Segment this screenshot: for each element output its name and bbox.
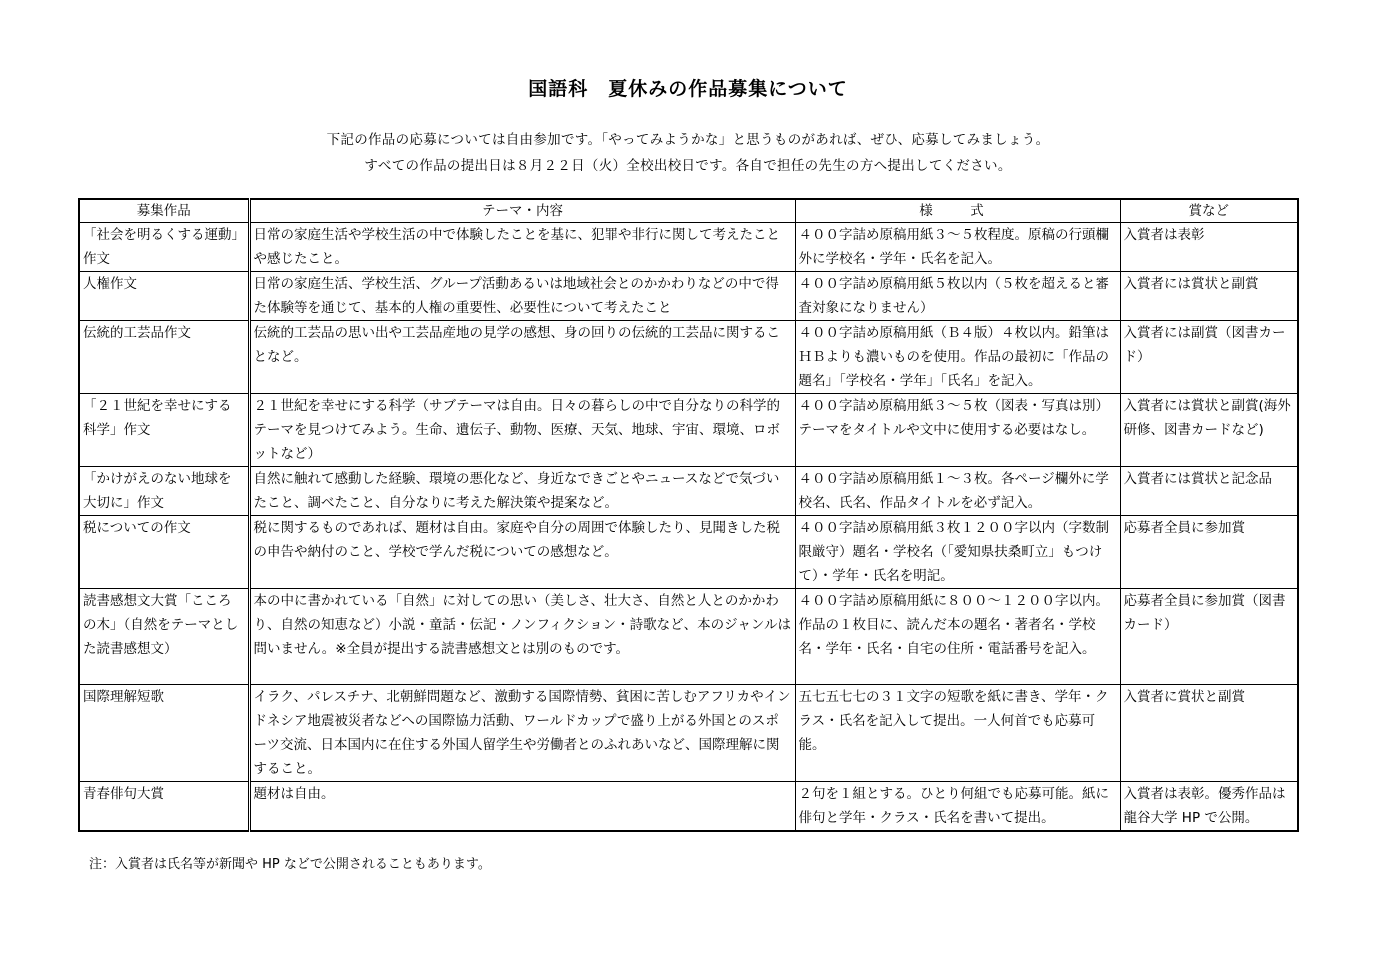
cell-work: 「かけがえのない地球を大切に」作文 [79, 467, 249, 516]
cell-award: 入賞者は表彰。優秀作品は龍谷大学 HP で公開。 [1120, 782, 1298, 832]
table-row [79, 321, 1298, 394]
header-theme: テーマ・内容 [249, 199, 795, 223]
header-work: 募集作品 [79, 199, 249, 223]
cell-theme: 税に関するものであれば、題材は自由。家庭や自分の周囲で体験したり、見聞きした税の申告や納付のこと、学校で学んだ税についての感想など。 [249, 516, 795, 589]
cell-work: 青春俳句大賞 [79, 782, 249, 832]
cell-work: 読書感想文大賞「こころの木」（自然をテーマとした読書感想文） [79, 589, 249, 685]
cell-award: 応募者全員に参加賞（図書カード） [1120, 589, 1298, 685]
table-row [79, 516, 1298, 589]
table-row [79, 272, 1298, 321]
table-row [79, 223, 1298, 272]
table-row [79, 589, 1298, 685]
cell-style: ４００字詰め原稿用紙１～３枚。各ページ欄外に学校名、氏名、作品タイトルを必ず記入。 [795, 467, 1120, 516]
cell-theme: ２１世紀を幸せにする科学（サブテーマは自由。日々の暮らしの中で自分なりの科学的テーマを見つけてみよう。生命、遺伝子、動物、医療、天気、地球、宇宙、環境、ロボットなど） [249, 394, 795, 467]
cell-work: 人権作文 [79, 272, 249, 321]
cell-award: 入賞者は表彰 [1120, 223, 1298, 272]
header-award: 賞など [1120, 199, 1298, 223]
cell-style: ２句を１組とする。ひとり何組でも応募可能。紙に俳句と学年・クラス・氏名を書いて提出。 [795, 782, 1120, 832]
table-row [79, 467, 1298, 516]
cell-award: 入賞者に賞状と副賞 [1120, 685, 1298, 782]
cell-work: 税についての作文 [79, 516, 249, 589]
cell-award: 入賞者には賞状と副賞 [1120, 272, 1298, 321]
table-header-row [79, 199, 1298, 223]
intro-line-2: すべての作品の提出日は８月２２日（火）全校出校日です。各自で担任の先生の方へ提出してください。 [364, 158, 1012, 174]
cell-work: 伝統的工芸品作文 [79, 321, 249, 394]
cell-theme: 自然に触れて感動した経験、環境の悪化など、身近なできごとやニュースなどで気づいたこと、調べたこと、自分なりに考えた解決策や提案など。 [249, 467, 795, 516]
cell-style: ４００字詰め原稿用紙３～５枚程度。原稿の行頭欄外に学校名・学年・氏名を記入。 [795, 223, 1120, 272]
cell-work: 国際理解短歌 [79, 685, 249, 782]
cell-theme: 題材は自由。 [249, 782, 795, 832]
cell-theme: イラク、パレスチナ、北朝鮮問題など、激動する国際情勢、貧困に苦しむアフリカやインドネシア地震被災者などへの国際協力活動、ワールドカップで盛り上がる外国とのスポーツ交流、日本国内に在住する外国人留学生や労働者とのふれあいなど、国際理解に関すること。 [249, 685, 795, 782]
header-style-label: 様 式 [919, 203, 996, 219]
cell-style: ４００字詰め原稿用紙３枚１２００字以内（字数制限厳守）題名・学校名（「愛知県扶桑町立」もつけて）・学年・氏名を明記。 [795, 516, 1120, 589]
cell-theme: 日常の家庭生活や学校生活の中で体験したことを基に、犯罪や非行に関して考えたことや感じたこと。 [249, 223, 795, 272]
cell-style: ４００字詰め原稿用紙に８００～１２００字以内。作品の１枚目に、読んだ本の題名・著者名・学校名・学年・氏名・自宅の住所・電話番号を記入。 [795, 589, 1120, 685]
cell-award: 入賞者には賞状と記念品 [1120, 467, 1298, 516]
cell-work: 「２１世紀を幸せにする科学」作文 [79, 394, 249, 467]
cell-theme: 本の中に書かれている「自然」に対しての思い（美しさ、壮大さ、自然と人とのかかわり、自然の知恵など）小説・童話・伝記・ノンフィクション・詩歌など、本のジャンルは問いません。※全員が提出する読書感想文とは別のものです。 [249, 589, 795, 685]
table-row [79, 782, 1298, 832]
cell-style: 五七五七七の３１文字の短歌を紙に書き、学年・クラス・氏名を記入して提出。一人何首でも応募可能。 [795, 685, 1120, 782]
cell-award: 入賞者には副賞（図書カード） [1120, 321, 1298, 394]
footnote: 注：入賞者は氏名等が新聞や HP などで公開されることもあります。 [89, 857, 491, 872]
cell-style: ４００字詰め原稿用紙５枚以内（５枚を超えると審査対象になりません） [795, 272, 1120, 321]
cell-theme: 日常の家庭生活、学校生活、グループ活動あるいは地域社会とのかかわりなどの中で得た体験等を通じて、基本的人権の重要性、必要性について考えたこと [249, 272, 795, 321]
cell-style: ４００字詰め原稿用紙３～５枚（図表・写真は別）テーマをタイトルや文中に使用する必要はなし。 [795, 394, 1120, 467]
table-row [79, 685, 1298, 782]
works-table [78, 198, 1299, 832]
header-style [795, 199, 1120, 223]
page-title: 国語科 夏休みの作品募集について [528, 78, 848, 100]
cell-theme: 伝統的工芸品の思い出や工芸品産地の見学の感想、身の回りの伝統的工芸品に関することなど。 [249, 321, 795, 394]
cell-work: 「社会を明るくする運動」作文 [79, 223, 249, 272]
cell-award: 応募者全員に参加賞 [1120, 516, 1298, 589]
cell-award: 入賞者には賞状と副賞(海外研修、図書カードなど) [1120, 394, 1298, 467]
cell-style: ４００字詰め原稿用紙（Ｂ４版）４枚以内。鉛筆はＨＢよりも濃いものを使用。作品の最初に「作品の題名」「学校名・学年」「氏名」を記入。 [795, 321, 1120, 394]
intro-line-1: 下記の作品の応募については自由参加です。「やってみようかな」と思うものがあれば、ぜひ、応募してみましょう。 [326, 132, 1050, 148]
table-row [79, 394, 1298, 467]
